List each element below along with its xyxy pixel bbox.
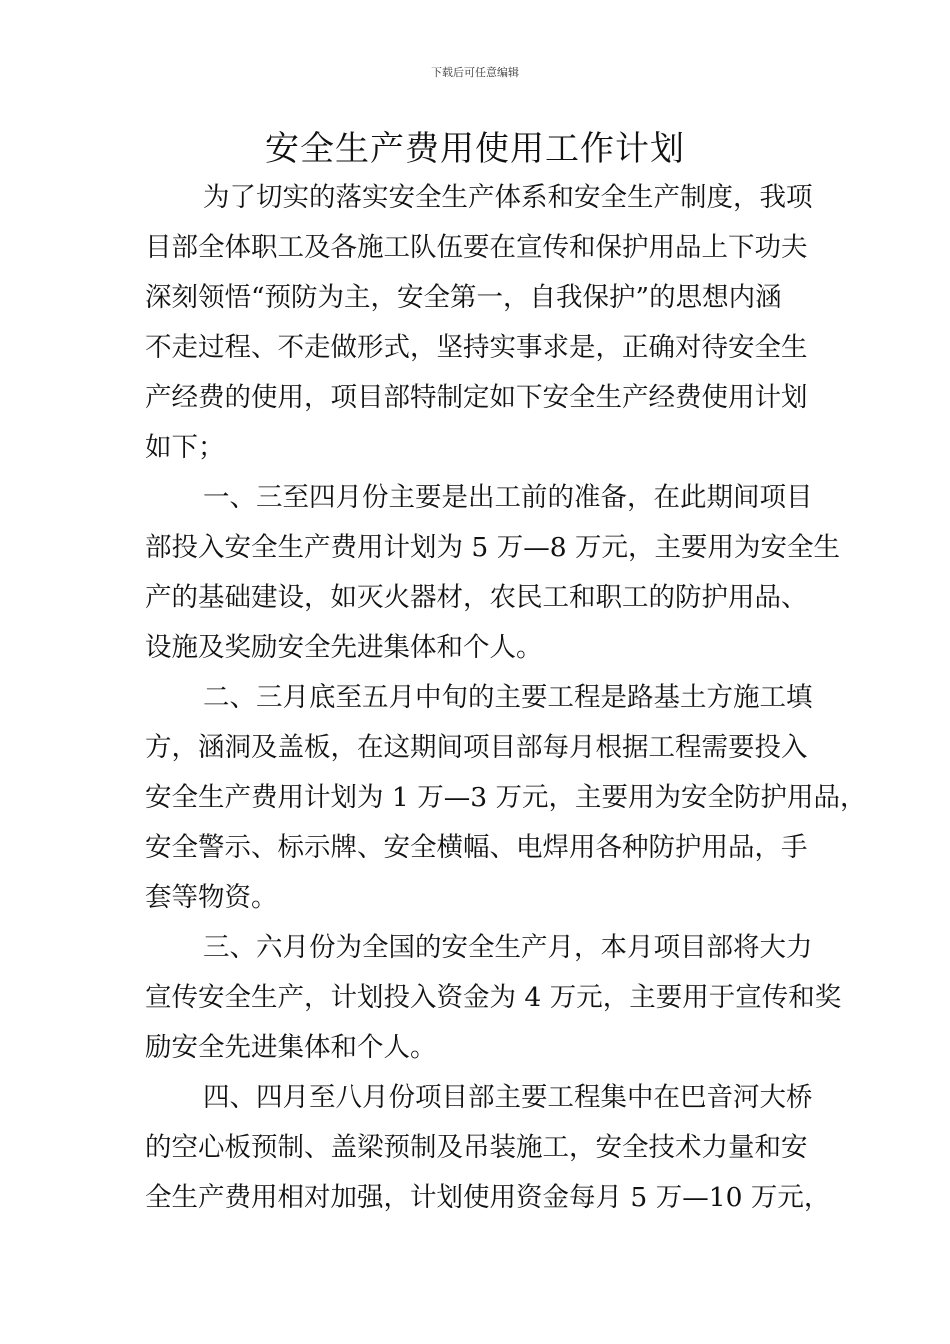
- document-body: [145, 173, 867, 1223]
- text-line: 方，涵洞及盖板，在这期间项目部每月根据工程需要投入: [145, 732, 808, 763]
- paragraph-intro: [145, 173, 813, 473]
- text-line: 设施及奖励安全先进集体和个人。: [145, 632, 543, 663]
- text-line: 的空心板预制、盖梁预制及吊装施工，安全技术力量和安: [145, 1132, 808, 1163]
- text-line: 如下；: [145, 432, 225, 463]
- paragraph-item-1: [145, 473, 840, 673]
- document-title: 安全生产费用使用工作计划: [265, 129, 685, 169]
- paragraph-item-4: [145, 1073, 831, 1223]
- text-line: 目部全体职工及各施工队伍要在宣传和保护用品上下功夫: [145, 232, 808, 263]
- text-line: 二、三月底至五月中旬的主要工程是路基土方施工填: [203, 682, 813, 713]
- text-line: 安全警示、标示牌、安全横幅、电焊用各种防护用品，手: [145, 832, 808, 863]
- text-line: 励安全先进集体和个人。: [145, 1032, 437, 1063]
- text-line: 三、六月份为全国的安全生产月，本月项目部将大力: [203, 932, 813, 963]
- paragraph-item-2: [145, 673, 867, 923]
- text-line: 产经费的使用，项目部特制定如下安全生产经费使用计划: [145, 382, 808, 413]
- paragraph-item-3: [145, 923, 842, 1073]
- text-line: 深刻领悟“预防为主，安全第一，自我保护”的思想内涵: [145, 282, 782, 313]
- text-line: 部投入安全生产费用计划为 5 万—8 万元，主要用为安全生: [145, 532, 840, 563]
- text-line: 为了切实的落实安全生产体系和安全生产制度，我项: [203, 182, 813, 213]
- text-line: 安全生产费用计划为 1 万—3 万元，主要用为安全防护用品，: [145, 782, 867, 813]
- text-line: 产的基础建设，如灭火器材，农民工和职工的防护用品、: [145, 582, 808, 613]
- text-line: 宣传安全生产，计划投入资金为 4 万元，主要用于宣传和奖: [145, 982, 842, 1013]
- text-line: 四、四月至八月份项目部主要工程集中在巴音河大桥: [203, 1082, 813, 1113]
- text-line: 不走过程、不走做形式，坚持实事求是，正确对待安全生: [145, 332, 808, 363]
- text-line: 全生产费用相对加强，计划使用资金每月 5 万—10 万元，: [145, 1182, 831, 1213]
- header-note: 下载后可任意编辑: [431, 66, 519, 79]
- text-line: 套等物资。: [145, 882, 278, 913]
- text-line: 一、三至四月份主要是出工前的准备，在此期间项目: [203, 482, 813, 513]
